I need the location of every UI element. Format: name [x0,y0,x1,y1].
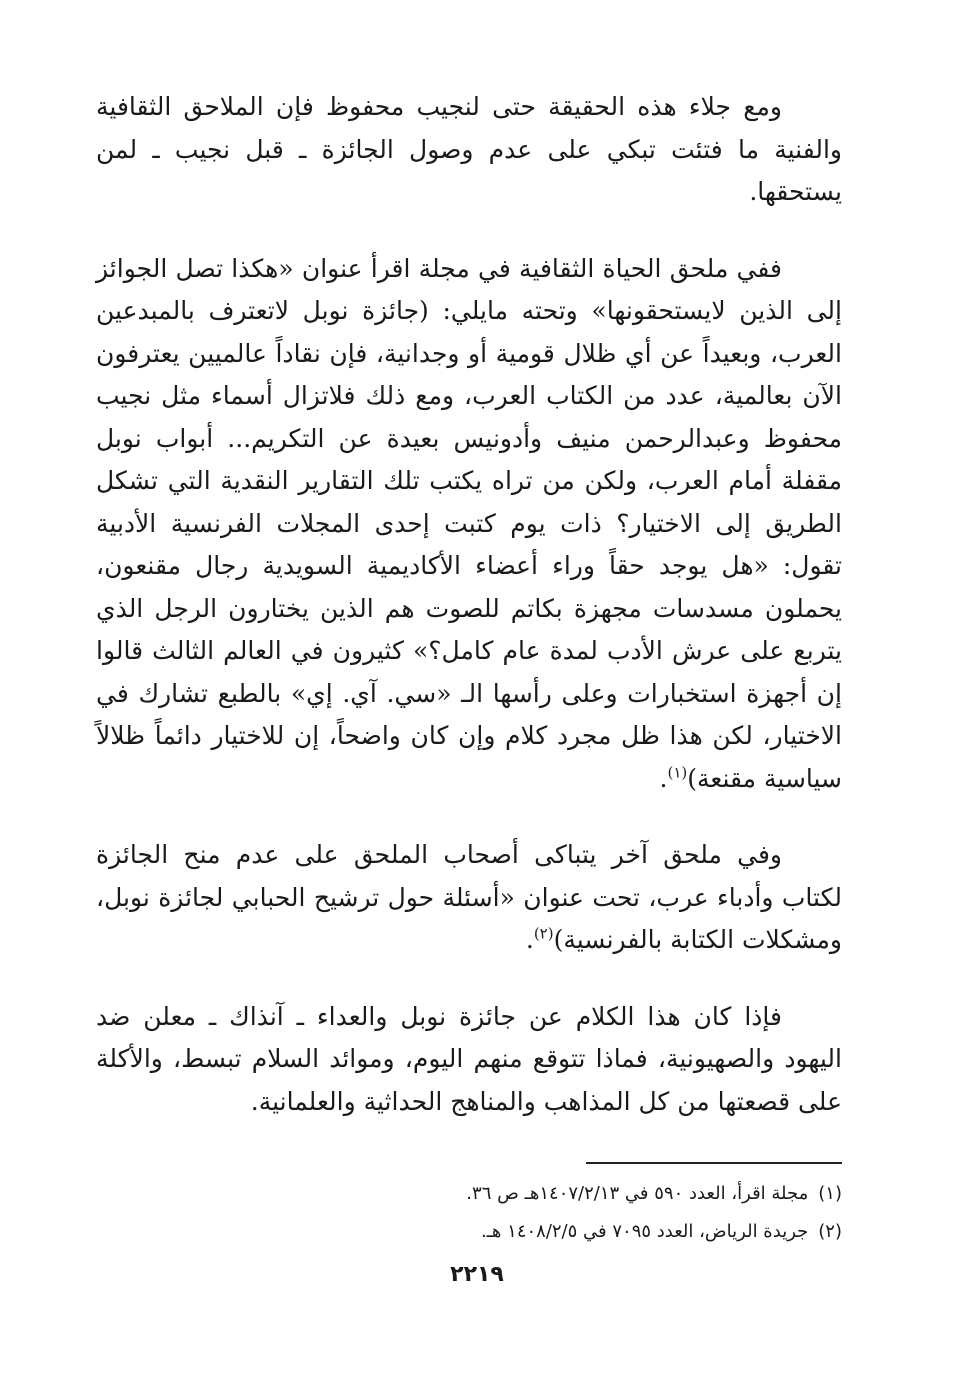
paragraph-3-end: . [525,925,534,954]
footnote-1-number: (١) [818,1183,842,1204]
footnote-ref-1[interactable]: (١) [667,763,688,782]
footnote-2 [96,1213,842,1251]
footnote-1 [96,1175,842,1213]
paragraph-2-end: . [659,763,668,793]
footnote-divider [586,1162,842,1164]
paragraph-1-text: ومع جلاء هذه الحقيقة حتى لنجيب محفوظ فإن الملاحق الثقافية والفنية ما فتئت تبكي على عدم وصول الجائزة ـ قبل نجيب ـ لمن يستحقها. [96,92,842,206]
footnote-2-text: جريدة الرياض، العدد ٧٠٩٥ في ١٤٠٨/٢/٥ هـ. [480,1221,809,1242]
footnote-1-text: مجلة اقرأ، العدد ٥٩٠ في ١٤٠٧/٢/١٣هـ ص ٣٦. [466,1183,809,1204]
paragraph-3 [96,834,842,962]
paragraph-4-text: فإذا كان هذا الكلام عن جائزة نوبل والعداء ـ آنذاك ـ معلن ضد اليهود والصهيونية، فماذا تتوقع منهم اليوم، وموائد السلام تبسط، والأكلة على قصعتها من كل المذاهب والمناهج الحداثية والعلمانية. [96,1001,842,1116]
main-text [96,86,842,1157]
paragraph-3-text: وفي ملحق آخر يتباكى أصحاب الملحق على عدم منح الجائزة لكتاب وأدباء عرب، تحت عنوان «أسئلة حول ترشيح الحبابي لجائزة نوبل، ومشكلات الكتابة بالفرنسية) [96,840,842,954]
page-number: ٢٢١٩ [450,1262,504,1287]
footnote-2-number: (٢) [818,1221,842,1242]
paragraph-2-text: ففي ملحق الحياة الثقافية في مجلة اقرأ عنوان «هكذا تصل الجوائز إلى الذين لايستحقونها» وتحته مايلي: (جائزة نوبل لاتعترف بالمبدعين العرب، وبعيداً عن أي ظلال قومية أو وجدانية، فإن نقاداً عالميين يعترفون الآن بعالمية، عدد من الكتاب العرب، ومع ذلك فلاتزال أسماء مثل نجيب محفوظ وعبدالرحمن منيف وأدونيس بعيدة عن التكريم... أبواب نوبل مقفلة أمام العرب، ولكن من تراه يكتب تلك التقارير النقدية التي تشكل الطريق إلى الاختيار؟ ذات يوم كتبت إحدى المجلات الفرنسية الأدبية تقول: «هل يوجد حقاً وراء أعضاء الأكاديمية السويدية رجال مقنعون، يحملون مسدسات مجهزة بكاتم للصوت هم الذين يختارون الرجل الذي يتربع على عرش الأدب لمدة عام كامل؟» كثيرون في العالم الثالث قالوا إن أجهزة استخبارات وعلى رأسها الـ «سي. آي. إي» بالطبع تشارك في الاختيار، لكن هذا ظل مجرد كلام وإن كان واضحاً، إن للاختيار دائماً ظلالاً سياسية مقنعة) [96,253,842,793]
paragraph-4 [96,996,842,1124]
footnotes [96,1175,842,1251]
paragraph-2 [96,248,842,801]
footnote-ref-2[interactable]: (٢) [533,924,554,943]
paragraph-1 [96,86,842,214]
